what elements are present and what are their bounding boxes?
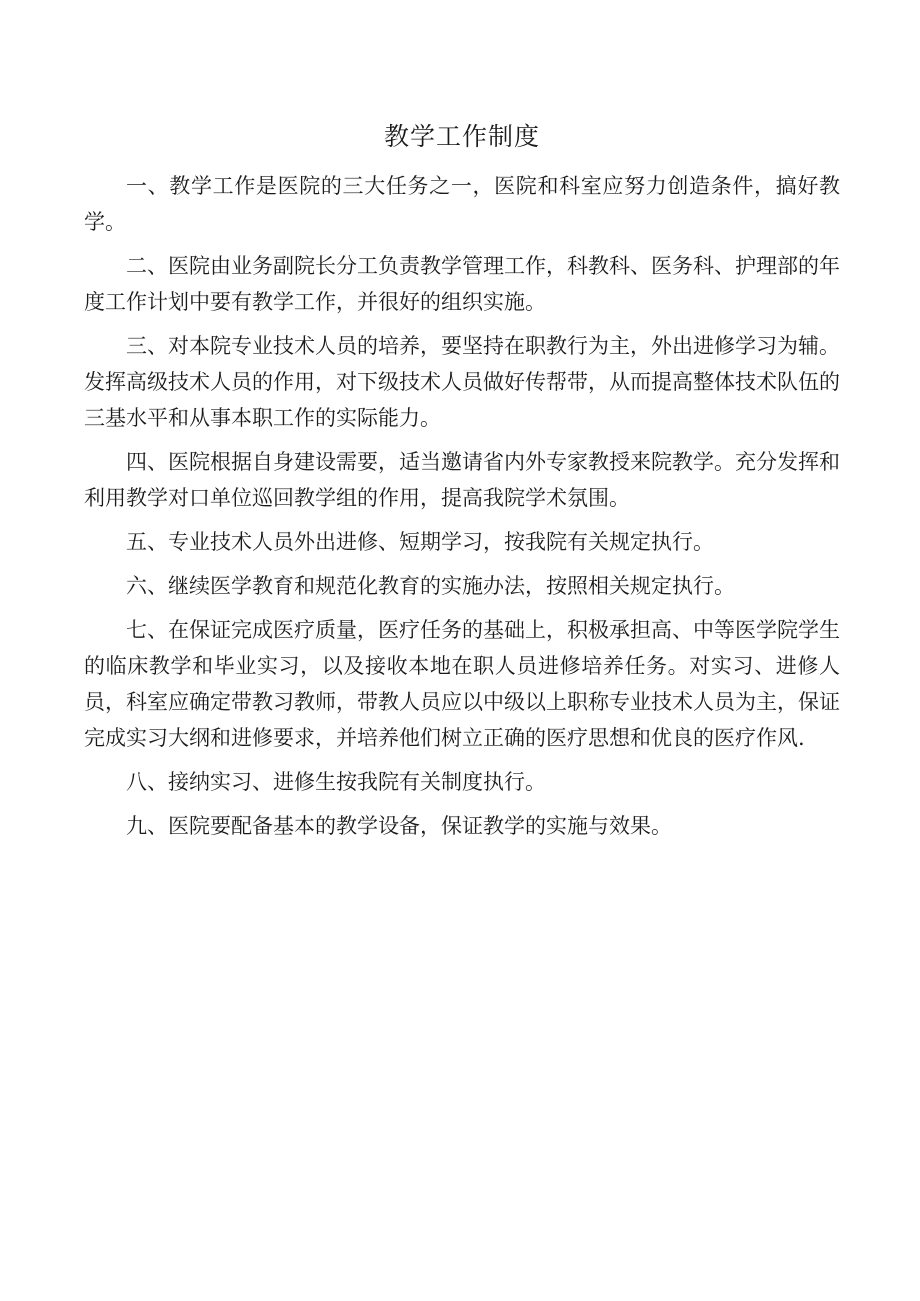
document-page	[84, 112, 840, 852]
paragraph-4: 四、医院根据自身建设需要，适当邀请省内外专家教授来院教学。充分发挥和利用教学对口单位巡回教学组的作用，提高我院学术氛围。	[84, 450, 840, 510]
paragraph-1: 一、教学工作是医院的三大任务之一，医院和科室应努力创造条件，搞好教学。	[84, 174, 840, 234]
paragraph-7: 七、在保证完成医疗质量，医疗任务的基础上，积极承担高、中等医学院学生的临床教学和毕业实习，以及接收本地在职人员进修培养任务。对实习、进修人员，科室应确定带教习教师，带教人员应以中级以上职称专业技术人员为主，保证完成实习大纲和进修要求，并培养他们树立正确的医疗思想和优良的医疗作风.	[84, 618, 840, 750]
paragraph-2: 二、医院由业务副院长分工负责教学管理工作，科教科、医务科、护理部的年度工作计划中要有教学工作，并很好的组织实施。	[84, 254, 840, 314]
paragraph-5: 五、专业技术人员外出进修、短期学习，按我院有关规定执行。	[126, 530, 714, 554]
paragraph-8: 八、接纳实习、进修生按我院有关制度执行。	[126, 770, 546, 794]
paragraph-9: 九、医院要配备基本的教学设备，保证教学的实施与效果。	[126, 814, 672, 838]
document-title: 教学工作制度	[383, 122, 540, 151]
paragraph-6: 六、继续医学教育和规范化教育的实施办法，按照相关规定执行。	[126, 574, 735, 598]
paragraph-3: 三、对本院专业技术人员的培养，要坚持在职教行为主，外出进修学习为辅。发挥高级技术人员的作用，对下级技术人员做好传帮带，从而提高整体技术队伍的三基水平和从事本职工作的实际能力。	[84, 334, 840, 430]
